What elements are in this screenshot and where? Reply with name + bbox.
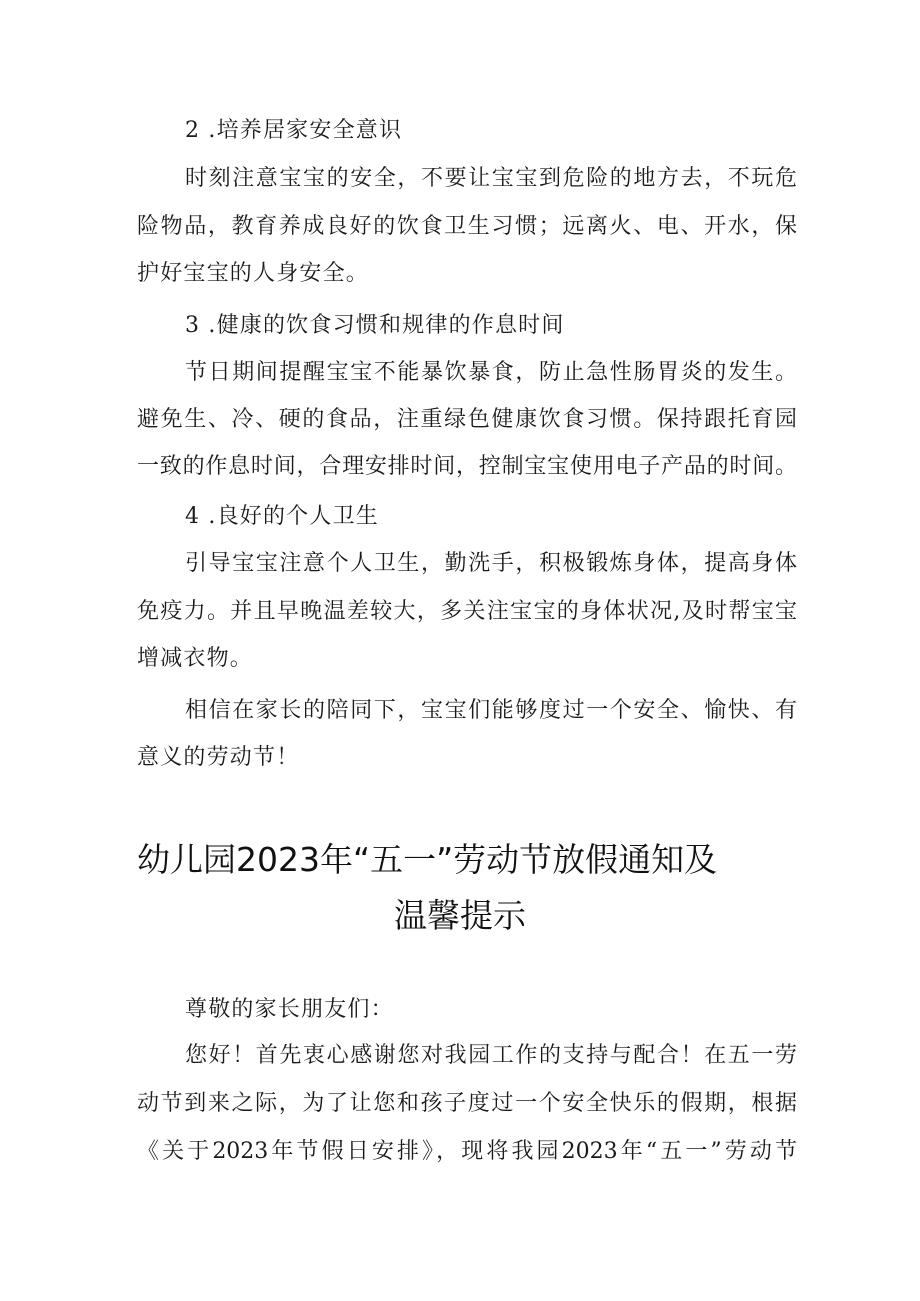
letter-line-3: 《关于2023年节假日安排》，现将我园2023年“五一”劳动节 bbox=[137, 1139, 797, 1164]
closing-line-1: 相信在家长的陪同下，宝宝们能够度过一个安全、愉快、有 bbox=[185, 698, 797, 723]
letter-line-1: 您好！首先衷心感谢您对我园工作的支持与配合！在五一劳 bbox=[185, 1043, 797, 1068]
letter-line-2: 动节到来之际，为了让您和孩子度过一个安全快乐的假期，根据 bbox=[137, 1091, 797, 1116]
section-2-line-2: 险物品，教育养成良好的饮食卫生习惯；远离火、电、开水，保 bbox=[137, 214, 797, 239]
section-2-heading: 2 .培养居家安全意识 bbox=[185, 118, 403, 143]
notice-title-line-1: 幼儿园2023年“五一”劳动节放假通知及 bbox=[137, 840, 718, 879]
section-4-line-2: 免疫力。并且早晚温差较大，多关注宝宝的身体状况,及时帮宝宝 bbox=[137, 599, 797, 624]
section-2-line-3: 护好宝宝的人身安全。 bbox=[137, 261, 370, 286]
closing-line-2: 意义的劳动节！ bbox=[137, 745, 300, 770]
section-3-line-2: 避免生、冷、硬的食品，注重绿色健康饮食习惯。保持跟托育园 bbox=[137, 407, 797, 432]
notice-title-line-2: 温馨提示 bbox=[394, 896, 526, 935]
section-4-heading: 4 .良好的个人卫生 bbox=[185, 504, 379, 529]
section-3-line-3: 一致的作息时间，合理安排时间，控制宝宝使用电子产品的时间。 bbox=[137, 454, 797, 479]
letter-greeting: 尊敬的家长朋友们： bbox=[185, 997, 394, 1022]
section-2-line-1: 时刻注意宝宝的安全，不要让宝宝到危险的地方去，不玩危 bbox=[185, 166, 797, 191]
section-3-line-1: 节日期间提醒宝宝不能暴饮暴食，防止急性肠胃炎的发生。 bbox=[185, 360, 797, 385]
section-4-line-1: 引导宝宝注意个人卫生，勤洗手，积极锻炼身体，提高身体 bbox=[185, 551, 797, 576]
section-4-line-3: 增减衣物。 bbox=[137, 646, 254, 671]
section-3-heading: 3 .健康的饮食习惯和规律的作息时间 bbox=[185, 313, 565, 338]
